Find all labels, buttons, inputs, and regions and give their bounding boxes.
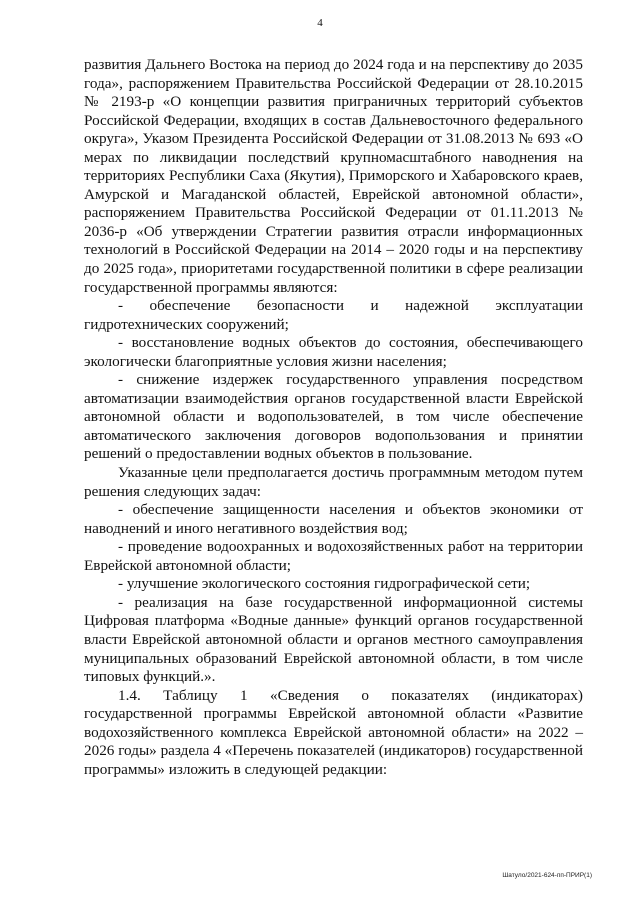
paragraph-task-digital-platform: - реализация на базе государственной информационной системы Цифровая платформа «Водные данные» функций органов государственной власти Еврейской автономной области и органов местного самоуправления муниципальных образований Еврейской автономной области, в том числе типовых функций.». xyxy=(84,593,583,686)
paragraph-task-flood-protection: - обеспечение защищенности населения и объектов экономики от наводнений и иного негативного воздействия вод; xyxy=(84,501,583,537)
document-body xyxy=(84,56,583,779)
paragraph-goals-intro: Указанные цели предполагается достичь программным методом путем решения следующих задач: xyxy=(84,464,583,500)
page-number: 4 xyxy=(317,17,323,29)
paragraph-priority-safety: - обеспечение безопасности и надежной эксплуатации гидротехнических сооружений; xyxy=(84,297,583,333)
paragraph-priority-restoration: - восстановление водных объектов до состояния, обеспечивающего экологически благоприятные условия жизни населения; xyxy=(84,334,583,370)
paragraph-task-water-works: - проведение водоохранных и водохозяйственных работ на территории Еврейской автономной области; xyxy=(84,538,583,574)
paragraph-task-ecology: - улучшение экологического состояния гидрографической сети; xyxy=(118,575,531,593)
paragraph-section-1-4: 1.4. Таблицу 1 «Сведения о показателях (индикаторах) государственной программы Еврейской автономной области «Развитие водохозяйственного комплекса Еврейской автономной области» на 2022 – 2026 годы» раздела 4 «Перечень показателей (индикаторов) государственной программы» изложить в следующей редакции: xyxy=(84,686,583,778)
paragraph-priorities-intro: развития Дальнего Востока на период до 2024 года и на перспективу до 2035 года», распоряжением Правительства Российской Федерации от 28.10.2015 № 2193-р «О концепции развития приграничных территорий субъектов Российской Федерации, входящих в состав Дальневосточного федерального округа», Указом Президента Российской Федерации от 31.08.2013 № 693 «О мерах по ликвидации последствий крупномасштабного наводнения на территориях Республики Саха (Якутия), Приморского и Хабаровского краев, Амурской и Магаданской областей, Еврейской автономной области», распоряжением Правительства Российской Федерации от 01.11.2013 № 2036-р «Об утверждении Стратегии развития отрасли информационных технологий в Российской Федерации на 2014 – 2020 годы и на перспективу до 2025 года», приоритетами государственной политики в сфере реализации государственной программы являются: xyxy=(84,56,583,296)
paragraph-priority-automation: - снижение издержек государственного управления посредством автоматизации взаимодействия органов государственной власти Еврейской автономной области и водопользователей, в том числе обеспечение автоматического заключения договоров водопользования и принятии решений о предоставлении водных объектов в пользование. xyxy=(84,371,583,463)
footer-reference: Шатуло/2021-624-пп-ПРИР(1) xyxy=(502,872,592,879)
